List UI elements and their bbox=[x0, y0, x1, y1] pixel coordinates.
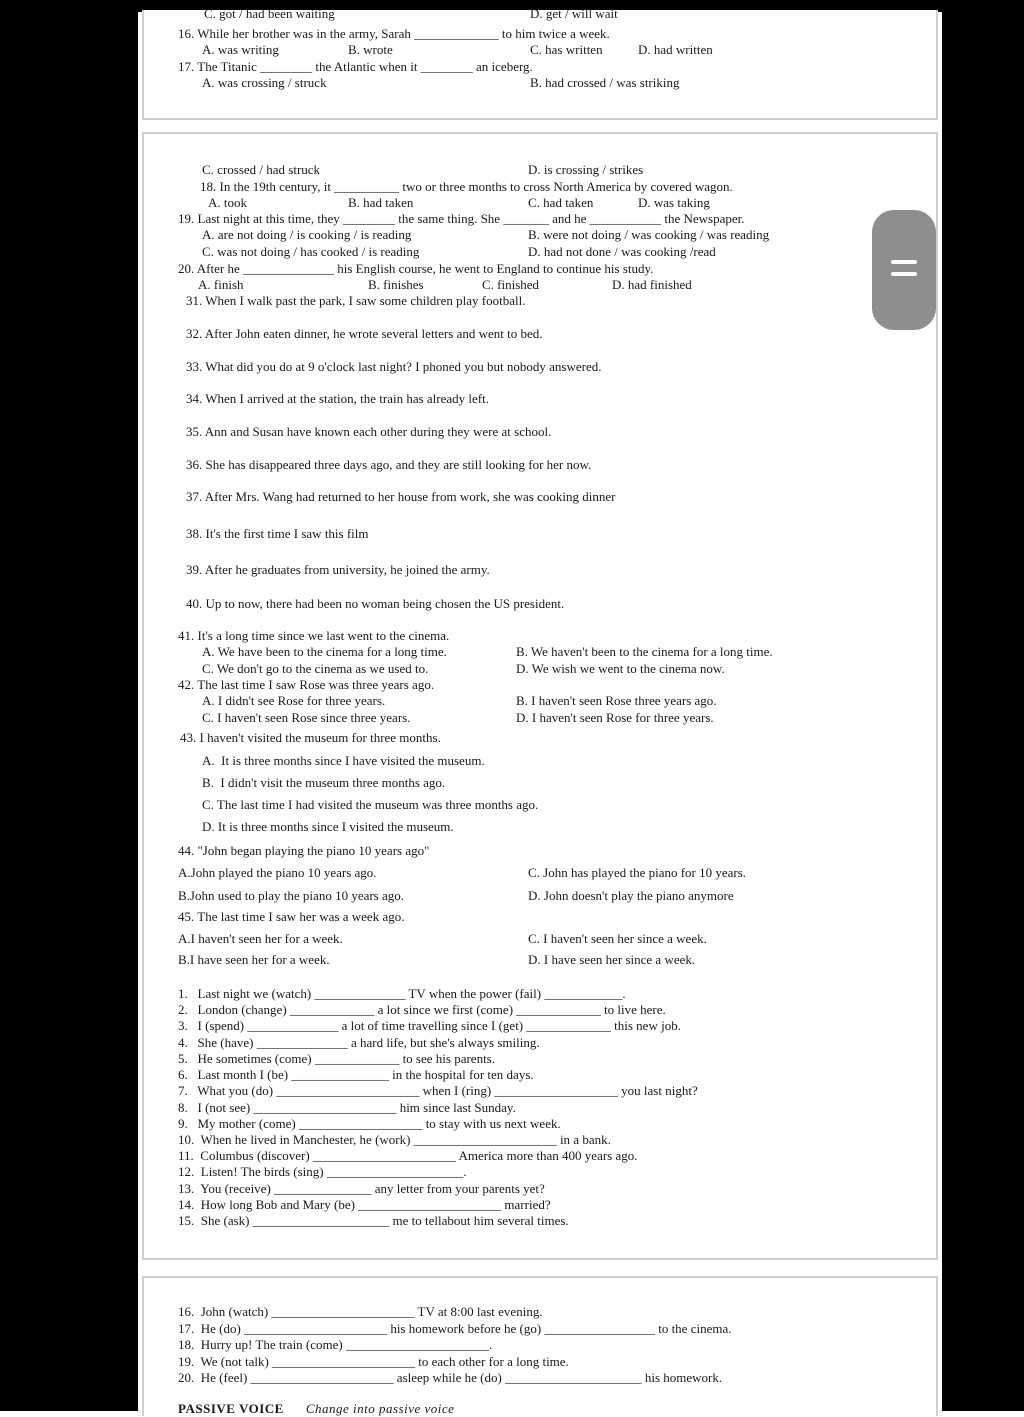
exercise-item: 20. He (feel) ______________________ asleep while he (do) _____________________ his homework. bbox=[178, 1370, 723, 1385]
exercise-item: 15. She (ask) _____________________ me to tellabout him several times. bbox=[178, 1213, 569, 1228]
option: A. finish bbox=[198, 277, 244, 292]
exercise-item: 7. What you (do) ______________________ when I (ring) ___________________ you last night? bbox=[178, 1083, 698, 1098]
option: C. John has played the piano for 10 years. bbox=[528, 865, 747, 880]
question-40: 40. Up to now, there had been no woman being chosen the US president. bbox=[186, 596, 565, 611]
option: D. had finished bbox=[612, 277, 692, 292]
option: A. was writing bbox=[202, 42, 279, 57]
question-18: 18. In the 19th century, it __________ two or three months to cross North America by covered wagon. bbox=[200, 179, 733, 194]
exercise-item: 8. I (not see) ______________________ him since last Sunday. bbox=[178, 1100, 516, 1115]
section-heading bbox=[178, 1401, 454, 1417]
section-instruction: Change into passive voice bbox=[305, 1401, 455, 1416]
exercise-item: 13. You (receive) _______________ any letter from your parents yet? bbox=[178, 1181, 545, 1196]
document-page-3 bbox=[142, 1276, 938, 1416]
question-44: 44. "John began playing the piano 10 years ago" bbox=[178, 843, 430, 858]
option: A. was crossing / struck bbox=[202, 75, 327, 90]
option: D. had not done / was cooking /read bbox=[528, 244, 716, 259]
option: C. We don't go to the cinema as we used to. bbox=[202, 661, 429, 676]
option: D. It is three months since I visited the museum. bbox=[202, 819, 454, 834]
option: A.John played the piano 10 years ago. bbox=[178, 865, 377, 880]
option: D. was taking bbox=[638, 195, 710, 210]
option: B. wrote bbox=[348, 42, 393, 57]
exercise-item: 6. Last month I (be) _______________ in the hospital for ten days. bbox=[178, 1067, 534, 1082]
option: D. had written bbox=[638, 42, 713, 57]
question-45: 45. The last time I saw her was a week ago. bbox=[178, 909, 405, 924]
option: A. took bbox=[208, 195, 247, 210]
left-margin bbox=[0, 0, 138, 1411]
option: B. I didn't visit the museum three months ago. bbox=[202, 775, 446, 790]
option: B.I have seen her for a week. bbox=[178, 952, 330, 967]
question-42: 42. The last time I saw Rose was three years ago. bbox=[178, 677, 435, 692]
question-34: 34. When I arrived at the station, the train has already left. bbox=[186, 391, 489, 406]
option: C. crossed / had struck bbox=[202, 162, 321, 177]
option: A. We have been to the cinema for a long time. bbox=[202, 644, 447, 659]
question-43: 43. I haven't visited the museum for three months. bbox=[180, 730, 441, 745]
option: B.John used to play the piano 10 years ago. bbox=[178, 888, 405, 903]
question-19: 19. Last night at this time, they ________ the same thing. She _______ and he ___________ the Newspaper. bbox=[178, 211, 745, 226]
exercise-item: 2. London (change) _____________ a lot since we first (come) _____________ to live here. bbox=[178, 1002, 666, 1017]
option: B. had crossed / was striking bbox=[530, 75, 680, 90]
question-39: 39. After he graduates from university, he joined the army. bbox=[186, 562, 490, 577]
section-title: PASSIVE VOICE bbox=[178, 1401, 284, 1416]
exercise-item: 9. My mother (come) ___________________ to stay with us next week. bbox=[178, 1116, 561, 1131]
exercise-item: 1. Last night we (watch) ______________ TV when the power (fail) ____________. bbox=[178, 986, 626, 1001]
question-37: 37. After Mrs. Wang had returned to her house from work, she was cooking dinner bbox=[186, 489, 616, 504]
exercise-item: 16. John (watch) ______________________ TV at 8:00 last evening. bbox=[178, 1304, 543, 1319]
option: C. was not doing / has cooked / is reading bbox=[202, 244, 420, 259]
exercise-item: 5. He sometimes (come) _____________ to see his parents. bbox=[178, 1051, 495, 1066]
option: B. I haven't seen Rose three years ago. bbox=[516, 693, 717, 708]
option: A.I haven't seen her for a week. bbox=[178, 931, 343, 946]
question-20: 20. After he ______________ his English course, he went to England to continue his study. bbox=[178, 261, 654, 276]
question-16: 16. While her brother was in the army, Sarah _____________ to him twice a week. bbox=[178, 26, 610, 41]
option: D. John doesn't play the piano anymore bbox=[528, 888, 734, 903]
cut-line: C. got / had been waiting bbox=[204, 6, 335, 21]
document-page-1 bbox=[142, 6, 938, 120]
question-41: 41. It's a long time since we last went to the cinema. bbox=[178, 628, 450, 643]
option: C. had taken bbox=[528, 195, 594, 210]
option: A. are not doing / is cooking / is reading bbox=[202, 227, 412, 242]
option: A. I didn't see Rose for three years. bbox=[202, 693, 386, 708]
option: B. had taken bbox=[348, 195, 414, 210]
option: A. It is three months since I have visited the museum. bbox=[202, 753, 485, 768]
option: D. We wish we went to the cinema now. bbox=[516, 661, 725, 676]
question-38: 38. It's the first time I saw this film bbox=[186, 526, 369, 541]
option: B. finishes bbox=[368, 277, 424, 292]
option: C. has written bbox=[530, 42, 603, 57]
question-32: 32. After John eaten dinner, he wrote several letters and went to bed. bbox=[186, 326, 543, 341]
document-page-2 bbox=[142, 132, 938, 1260]
exercise-item: 3. I (spend) ______________ a lot of time travelling since I (get) _____________ this new job. bbox=[178, 1018, 681, 1033]
question-35: 35. Ann and Susan have known each other during they were at school. bbox=[186, 424, 552, 439]
cut-line: D. get / will wait bbox=[530, 6, 618, 21]
exercise-item: 17. He (do) ______________________ his homework before he (go) _________________ to the cinema. bbox=[178, 1321, 732, 1336]
exercise-item: 18. Hurry up! The train (come) ______________________. bbox=[178, 1337, 493, 1352]
question-31: 31. When I walk past the park, I saw some children play football. bbox=[186, 293, 526, 308]
option: C. finished bbox=[482, 277, 540, 292]
scroll-handle[interactable] bbox=[872, 210, 936, 330]
option: D. I have seen her since a week. bbox=[528, 952, 696, 967]
right-margin bbox=[942, 0, 1024, 1411]
question-17: 17. The Titanic ________ the Atlantic when it ________ an iceberg. bbox=[178, 59, 533, 74]
option: B. were not doing / was cooking / was reading bbox=[528, 227, 770, 242]
option: D. is crossing / strikes bbox=[528, 162, 644, 177]
exercise-item: 10. When he lived in Manchester, he (work) ______________________ in a bank. bbox=[178, 1132, 611, 1147]
question-36: 36. She has disappeared three days ago, and they are still looking for her now. bbox=[186, 457, 592, 472]
exercise-item: 19. We (not talk) ______________________ to each other for a long time. bbox=[178, 1354, 569, 1369]
option: C. I haven't seen Rose since three years. bbox=[202, 710, 411, 725]
grip-line-icon bbox=[891, 272, 917, 276]
option: C. The last time I had visited the museum was three months ago. bbox=[202, 797, 539, 812]
grip-line-icon bbox=[891, 260, 917, 264]
option: C. I haven't seen her since a week. bbox=[528, 931, 707, 946]
exercise-item: 14. How long Bob and Mary (be) ______________________ married? bbox=[178, 1197, 551, 1212]
exercise-item: 4. She (have) ______________ a hard life, but she's always smiling. bbox=[178, 1035, 540, 1050]
exercise-item: 12. Listen! The birds (sing) _____________________. bbox=[178, 1164, 467, 1179]
question-33: 33. What did you do at 9 o'clock last night? I phoned you but nobody answered. bbox=[186, 359, 602, 374]
option: B. We haven't been to the cinema for a long time. bbox=[516, 644, 773, 659]
option: D. I haven't seen Rose for three years. bbox=[516, 710, 714, 725]
exercise-item: 11. Columbus (discover) ______________________ America more than 400 years ago. bbox=[178, 1148, 638, 1163]
